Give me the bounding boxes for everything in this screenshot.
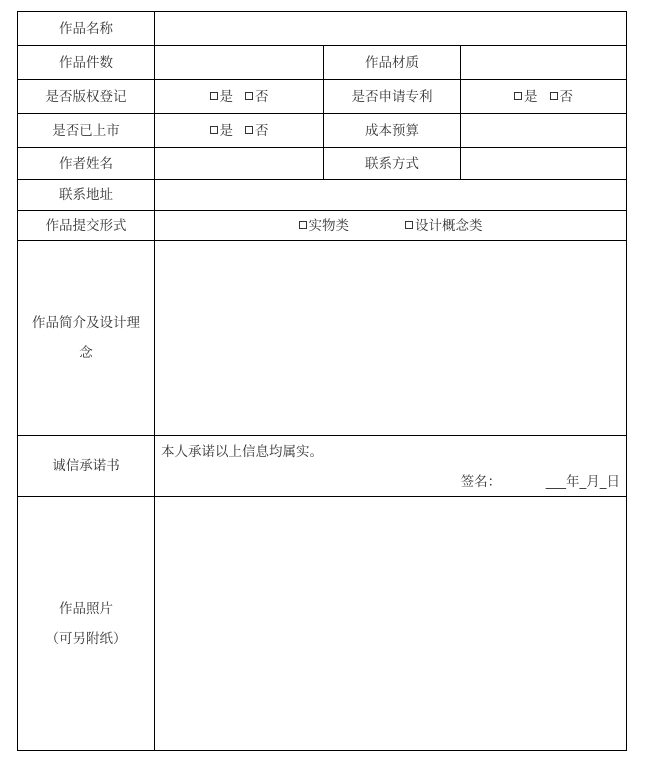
checkbox-icon[interactable] <box>245 126 253 134</box>
label-copyright: 是否版权登记 <box>18 80 155 114</box>
field-address[interactable] <box>155 180 627 211</box>
row-submission-form <box>18 211 627 241</box>
label-photos: 作品照片 （可另附纸） <box>18 497 155 751</box>
label-on-market: 是否已上市 <box>18 114 155 148</box>
checkbox-icon[interactable] <box>514 92 522 100</box>
submission-concept-option[interactable]: 设计概念类 <box>405 216 483 236</box>
row-author-contact <box>18 148 627 180</box>
field-intro[interactable] <box>155 241 627 436</box>
market-yes-option[interactable]: 是 <box>210 121 234 141</box>
label-budget: 成本预算 <box>324 114 461 148</box>
copyright-options <box>155 80 324 114</box>
field-work-count[interactable] <box>155 46 324 80</box>
row-address <box>18 180 627 211</box>
label-patent: 是否申请专利 <box>324 80 461 114</box>
row-pledge <box>18 436 627 497</box>
label-address: 联系地址 <box>18 180 155 211</box>
submission-options <box>155 211 627 241</box>
checkbox-icon[interactable] <box>245 92 253 100</box>
market-options <box>155 114 324 148</box>
signature-date[interactable]: ___年_月_日 <box>545 474 621 490</box>
copyright-no-option[interactable]: 否 <box>245 87 269 107</box>
field-contact[interactable] <box>461 148 627 180</box>
market-no-option[interactable]: 否 <box>245 121 269 141</box>
row-market-budget <box>18 114 627 148</box>
patent-options <box>461 80 627 114</box>
submission-physical-option[interactable]: 实物类 <box>299 216 350 236</box>
signature-line <box>161 472 620 492</box>
checkbox-icon[interactable] <box>405 221 413 229</box>
row-copyright-patent <box>18 80 627 114</box>
field-material[interactable] <box>461 46 627 80</box>
pledge-content <box>155 436 627 497</box>
copyright-yes-option[interactable]: 是 <box>210 87 234 107</box>
field-photos[interactable] <box>155 497 627 751</box>
checkbox-icon[interactable] <box>210 92 218 100</box>
checkbox-icon[interactable] <box>299 221 307 229</box>
checkbox-icon[interactable] <box>210 126 218 134</box>
label-author-name: 作者姓名 <box>18 148 155 180</box>
label-work-count: 作品件数 <box>18 46 155 80</box>
patent-yes-option[interactable]: 是 <box>514 87 538 107</box>
pledge-statement: 本人承诺以上信息均属实。 <box>161 444 323 460</box>
label-material: 作品材质 <box>324 46 461 80</box>
row-photos <box>18 497 627 751</box>
label-work-name: 作品名称 <box>18 12 155 46</box>
checkbox-icon[interactable] <box>550 92 558 100</box>
field-author-name[interactable] <box>155 148 324 180</box>
row-count-material <box>18 46 627 80</box>
patent-no-option[interactable]: 否 <box>550 87 574 107</box>
label-intro: 作品简介及设计理 念 <box>18 241 155 436</box>
entry-form-table <box>17 11 627 751</box>
label-contact: 联系方式 <box>324 148 461 180</box>
label-submission-form: 作品提交形式 <box>18 211 155 241</box>
field-budget[interactable] <box>461 114 627 148</box>
row-intro <box>18 241 627 436</box>
row-work-name <box>18 12 627 46</box>
label-pledge: 诚信承诺书 <box>18 436 155 497</box>
signature-label: 签名： <box>460 474 502 490</box>
field-work-name[interactable] <box>155 12 627 46</box>
